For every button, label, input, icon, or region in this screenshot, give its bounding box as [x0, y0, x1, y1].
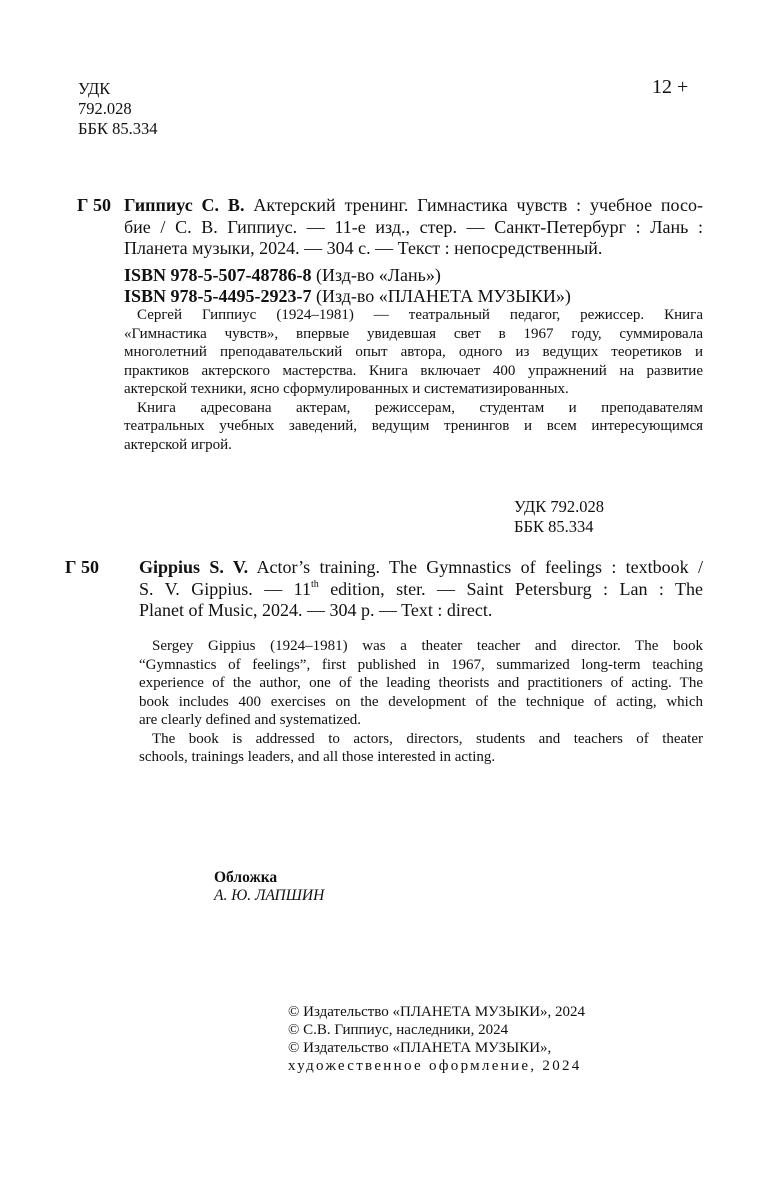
en-annotation-p1 — [139, 637, 703, 730]
udk-label: УДК — [78, 79, 111, 98]
ru-annotation-line: «Гимнастика чувств», впервые увидевшая свет в 1967 году, суммировала — [124, 325, 703, 342]
copyright-block — [288, 1003, 585, 1075]
udk-value: 792.028 — [78, 99, 132, 118]
en-line2-part-a: S. V. Gippius. — 11 — [139, 578, 311, 599]
en-annotation-line: schools, trainings leaders, and all those interested in acting. — [139, 749, 496, 765]
en-line2-part-b: edition, ster. — Saint Petersburg : Lan : The — [318, 578, 704, 599]
ru-annotation-line: практиков актерского мастерства. Книга включает 400 упражнений на развитие — [124, 362, 703, 379]
copyright-line: © Издательство «ПЛАНЕТА МУЗЫКИ», — [288, 1040, 552, 1056]
en-annotation-line: experience of the author, one of the leading theorists and practitioners of acting. The — [139, 675, 703, 691]
cover-credit — [214, 869, 324, 905]
en-annotation-line: book includes 400 exercises on the development of the technique of acting, which — [139, 693, 703, 710]
ru-isbn-block — [124, 265, 571, 307]
en-title-line1: Actor’s training. The Gymnastics of feelings : textbook / — [256, 557, 704, 577]
ru-bibliographic-entry — [124, 195, 703, 260]
en-bibliographic-entry — [139, 557, 703, 622]
ru-title-line1: Актерский тренинг. Гимнастика чувств : учебное посо- — [253, 195, 703, 215]
cover-label: Обложка — [214, 869, 278, 886]
en-annotation-line: “Gymnastics of feelings”, first published in 1967, summarized long-term teaching — [139, 656, 703, 673]
ru-record-index: Г 50 — [77, 195, 111, 215]
copyright-line: художественное оформление, 2024 — [288, 1058, 582, 1074]
ru-annotation-line: актерской техники, ясно сформулированных и систематизированных. — [124, 381, 569, 397]
bbk-value: ББК 85.334 — [78, 119, 158, 138]
copyright-line: © Издательство «ПЛАНЕТА МУЗЫКИ», 2024 — [288, 1004, 586, 1020]
en-title-line2 — [139, 579, 703, 601]
ru-annotation-line: театральных учебных заведений, ведущим тренингов и всем интересующимся — [124, 418, 703, 434]
en-edition-sup: th — [310, 578, 319, 590]
ru-annotation — [124, 306, 703, 454]
en-annotation-line: Sergey Gippius (1924–1981) was a theater teacher and director. The book — [152, 638, 703, 654]
mid-catalog-block — [514, 497, 604, 537]
en-annotation-line: are clearly defined and systematized. — [139, 712, 361, 728]
ru-annotation-line: Сергей Гиппиус (1924–1981) — театральный педагог, режиссер. Книга — [137, 307, 703, 323]
ru-title-line3: Планета музыки, 2024. — 304 с. — Текст : непосредственный. — [124, 238, 603, 258]
ru-annotation-p2 — [124, 399, 703, 455]
en-annotation — [139, 637, 703, 767]
ru-annotation-line: актерской игрой. — [124, 436, 232, 453]
ru-isbn1: ISBN 978-5-507-48786-8 — [124, 265, 312, 285]
ru-author: Гиппиус С. В. — [124, 195, 245, 215]
ru-isbn2: ISBN 978-5-4495-2923-7 — [124, 286, 312, 306]
mid-udk: УДК 792.028 — [514, 497, 605, 516]
ru-isbn2-publisher: (Изд-во «ПЛАНЕТА МУЗЫКИ») — [316, 286, 571, 306]
en-author: Gippius S. V. — [139, 557, 249, 577]
ru-title-line2: бие / С. В. Гиппиус. — 11-е изд., стер. — Санкт-Петербург : Лань : — [124, 216, 703, 237]
en-title-line3: Planet of Music, 2024. — 304 p. — Text : direct. — [139, 600, 493, 620]
ru-isbn1-publisher: (Изд-во «Лань») — [316, 265, 441, 285]
age-rating: 12 + — [652, 76, 689, 98]
cover-artist: А. Ю. ЛАПШИН — [214, 887, 325, 904]
mid-bbk: ББК 85.334 — [514, 517, 594, 536]
en-annotation-line: The book is addressed to actors, directors, students and teachers of theater — [152, 730, 703, 747]
ru-annotation-line: Книга адресована актерам, режиссерам, студентам и преподавателям — [137, 399, 703, 416]
top-catalog-block — [78, 79, 157, 139]
en-record-index: Г 50 — [65, 557, 99, 577]
ru-annotation-p1 — [124, 306, 703, 399]
en-annotation-p2 — [139, 730, 703, 767]
ru-annotation-line: многолетний преподавательский опыт автора, одного из ведущих теоретиков и — [124, 344, 703, 360]
copyright-line: © С.В. Гиппиус, наследники, 2024 — [288, 1022, 509, 1038]
